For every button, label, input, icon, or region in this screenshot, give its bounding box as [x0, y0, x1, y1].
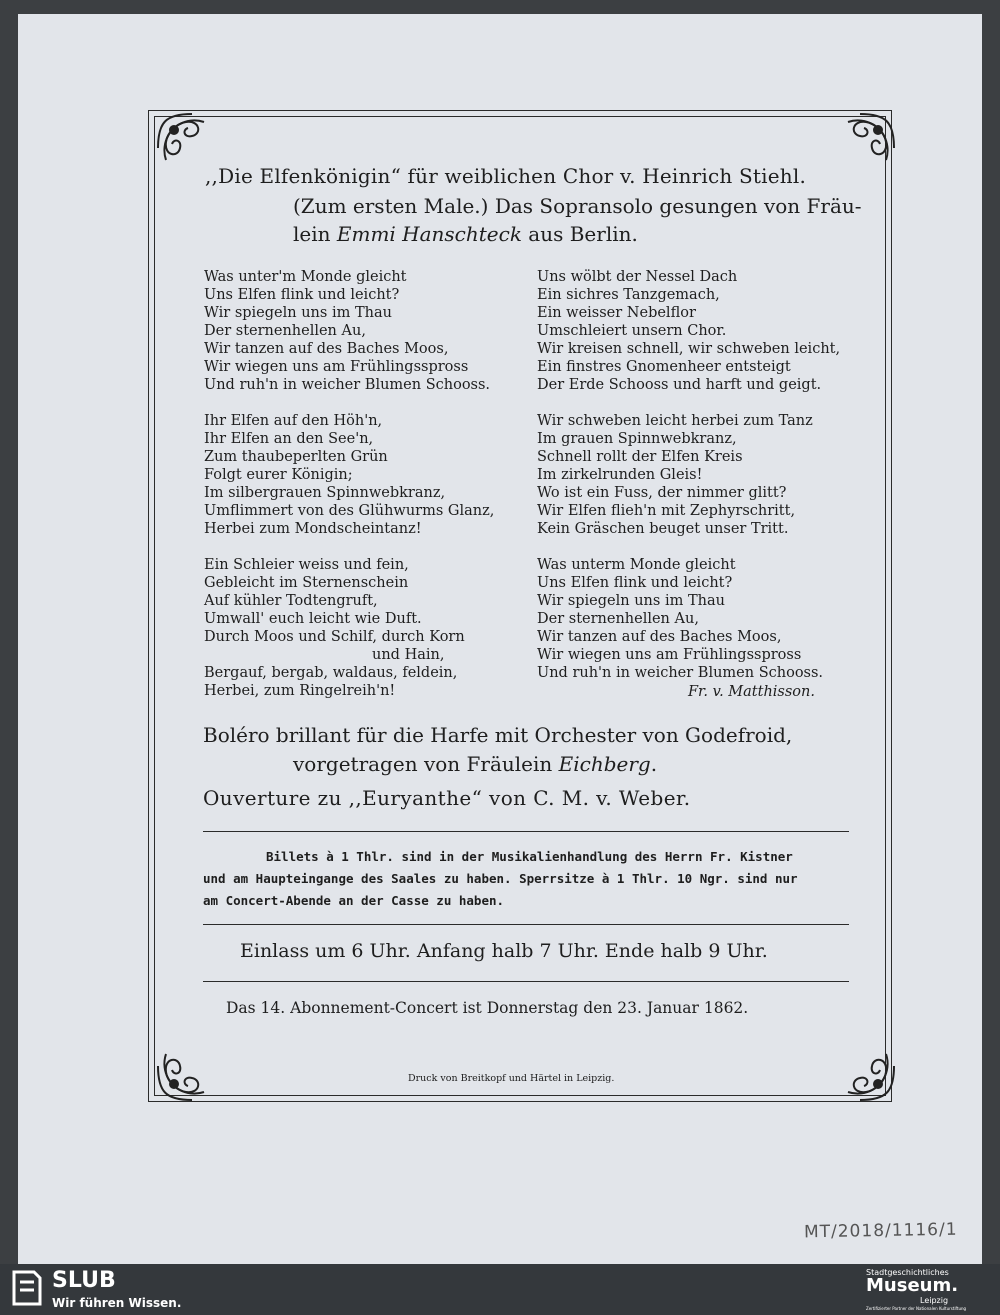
heading-line-1: ,,Die Elfenkönigin“ für weiblichen Chor v. Heinrich Stiehl. — [205, 164, 806, 188]
viewer-footer-bar — [0, 1264, 1000, 1315]
bolero-performer-start: vorgetragen von Fräulein — [293, 752, 559, 776]
poem-right-line: Wir spiegeln uns im Thau — [537, 593, 725, 609]
poem-right-line: Im zirkelrunden Gleis! — [537, 467, 703, 483]
poem-right-column — [537, 268, 840, 682]
poem-left-line: Im silbergrauen Spinnwebkranz, — [204, 485, 446, 501]
poem-right-line — [537, 394, 840, 412]
next-concert-notice: Das 14. Abonnement-Concert ist Donnerstag den 23. Januar 1862. — [226, 999, 749, 1017]
poem-right-line: Was unterm Monde gleicht — [537, 557, 736, 573]
poem-left-line: Ein Schleier weiss und fein, — [204, 557, 409, 573]
poem-left-line: Bergauf, bergab, waldaus, feldein, — [204, 665, 458, 681]
poem-left-line: Uns Elfen flink und leicht? — [204, 287, 400, 303]
shelfmark-handwritten: MT/2018/1116/1 — [803, 1219, 958, 1243]
bolero-title: Boléro brillant für die Harfe mit Orchester von Godefroid, — [203, 723, 793, 747]
ouverture-line: Ouverture zu ,,Euryanthe“ von C. M. v. Weber. — [203, 786, 691, 810]
poem-left-line: Der sternenhellen Au, — [204, 323, 366, 339]
slub-name: SLUB — [52, 1268, 116, 1293]
poem-left-line: Wir tanzen auf des Baches Moos, — [204, 341, 449, 357]
bolero-line-2 — [293, 752, 657, 776]
poem-right-line: Uns Elfen flink und leicht? — [537, 575, 733, 591]
billets-line-1: Billets à 1 Thlr. sind in der Musikalienhandlung des Herrn Fr. Kistner — [266, 849, 793, 864]
billets-line-2: und am Haupteingange des Saales zu haben. Sperrsitze à 1 Thlr. 10 Ngr. sind nur — [203, 871, 798, 886]
soloist-name: Emmi Hanschteck — [336, 222, 522, 246]
heading-line-3-start: lein — [293, 222, 337, 246]
poem-left-line: Und ruh'n in weicher Blumen Schooss. — [204, 377, 491, 393]
poem-right-line: Der sternenhellen Au, — [537, 611, 699, 627]
heading-line-3-end: aus Berlin. — [521, 222, 638, 246]
poem-right-line: Kein Gräschen beuget unser Tritt. — [537, 521, 789, 537]
poem-left-line: Wir spiegeln uns im Thau — [204, 305, 392, 321]
poem-left-line: Herbei zum Mondscheintanz! — [204, 521, 422, 537]
corner-ornament-top-right — [836, 108, 900, 172]
performer-name: Eichberg — [558, 752, 651, 776]
poem-left-line: Herbei, zum Ringelreih'n! — [204, 683, 396, 699]
poem-right-line: Wir kreisen schnell, wir schweben leicht, — [537, 341, 841, 357]
poem-left-line: Ihr Elfen an den See'n, — [204, 431, 374, 447]
poem-right-line: Uns wölbt der Nessel Dach — [537, 269, 738, 285]
billets-line-3: am Concert-Abende an der Casse zu haben. — [203, 893, 505, 908]
museum-name: Museum. — [866, 1275, 959, 1296]
poem-right-line: Wir Elfen flieh'n mit Zephyrschritt, — [537, 503, 796, 519]
poem-right-line: Ein weisser Nebelflor — [537, 305, 696, 321]
poem-author: Fr. v. Matthisson. — [688, 684, 815, 700]
poem-left-column — [204, 268, 494, 700]
admission-times: Einlass um 6 Uhr. Anfang halb 7 Uhr. Ende halb 9 Uhr. — [240, 940, 768, 962]
poem-right-line: Und ruh'n in weicher Blumen Schooss. — [537, 665, 824, 681]
poem-right-line: Wo ist ein Fuss, der nimmer glitt? — [537, 485, 787, 501]
poem-right-line: Der Erde Schooss und harft und geigt. — [537, 377, 822, 393]
poem-right-line: Wir schweben leicht herbei zum Tanz — [537, 413, 813, 429]
divider-2 — [203, 924, 849, 925]
poem-left-line: Auf kühler Todtengruft, — [204, 593, 378, 609]
poem-left-line: Durch Moos und Schilf, durch Korn — [204, 629, 465, 645]
poem-right-line: Ein finstres Gnomenheer entsteigt — [537, 359, 791, 375]
corner-ornament-top-left — [152, 108, 216, 172]
divider-1 — [203, 831, 849, 832]
corner-ornament-bottom-right — [836, 1042, 900, 1106]
poem-left-line: Ihr Elfen auf den Höh'n, — [204, 413, 383, 429]
heading-line-3 — [293, 222, 638, 246]
slub-logo-icon — [10, 1268, 44, 1308]
poem-right-line: Ein sichres Tanzgemach, — [537, 287, 720, 303]
corner-ornament-bottom-left — [152, 1042, 216, 1106]
poem-left-line: Umflimmert von des Glühwurms Glanz, — [204, 503, 495, 519]
slub-tagline: Wir führen Wissen. — [52, 1296, 182, 1310]
heading-line-2: (Zum ersten Male.) Das Sopransolo gesungen von Fräu- — [293, 194, 862, 218]
poem-left-line: Umwall' euch leicht wie Duft. — [204, 611, 422, 627]
printer-credit: Druck von Breitkopf und Härtel in Leipzig. — [408, 1073, 615, 1084]
poem-left-line: Folgt eurer Königin; — [204, 467, 353, 483]
poem-left-line: und Hain, — [372, 647, 445, 663]
poem-left-line: Zum thaubeperlten Grün — [204, 449, 388, 465]
poem-left-line: Was unter'm Monde gleicht — [204, 269, 407, 285]
poem-right-line: Schnell rollt der Elfen Kreis — [537, 449, 743, 465]
bolero-performer-end: . — [650, 752, 658, 776]
poem-right-line: Wir wiegen uns am Frühlingsspross — [537, 647, 802, 663]
poem-right-line — [537, 538, 840, 556]
poem-right-line: Wir tanzen auf des Baches Moos, — [537, 629, 782, 645]
bolero-line-1 — [203, 723, 792, 747]
poem-left-line — [204, 538, 494, 556]
poem-right-line: Umschleiert unsern Chor. — [537, 323, 727, 339]
poem-left-line: Gebleicht im Sternenschein — [204, 575, 409, 591]
poem-left-line: Wir wiegen uns am Frühlingsspross — [204, 359, 469, 375]
museum-partner-note: Zertifizierter Partner der Nationalen Kulturstiftung — [866, 1306, 967, 1311]
poem-left-line — [204, 394, 494, 412]
museum-city: Leipzig — [920, 1296, 949, 1305]
museum-top-label: Stadtgeschichtliches — [866, 1268, 949, 1277]
poem-right-line: Im grauen Spinnwebkranz, — [537, 431, 737, 447]
divider-3 — [203, 981, 849, 982]
